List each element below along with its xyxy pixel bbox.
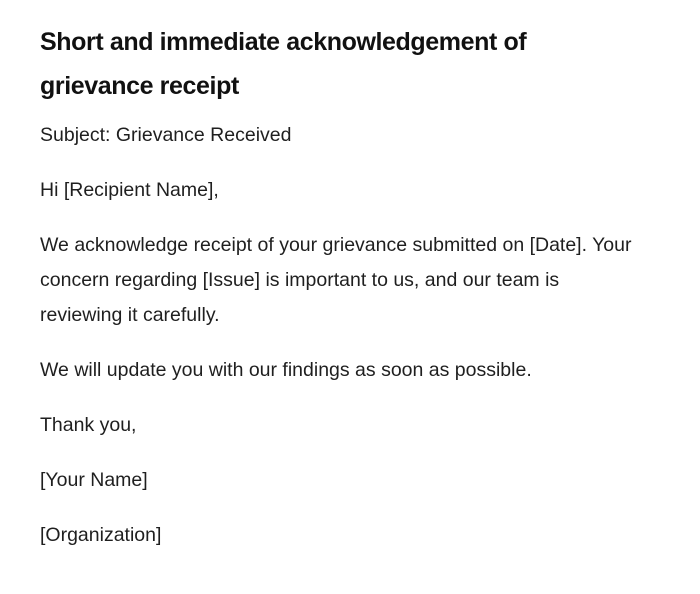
subject-line: Subject: Grievance Received	[40, 124, 292, 146]
signature-organization: [Organization]	[40, 524, 162, 546]
body-paragraph-update: We will update you with our findings as soon as possible.	[40, 359, 532, 381]
body-paragraph-acknowledgement: We acknowledge receipt of your grievance submitted on [Date]. Your concern regarding [Issue] is important to us, and our team is reviewing it carefully.	[40, 234, 632, 326]
greeting: Hi [Recipient Name],	[40, 179, 219, 201]
closing-line: Thank you,	[40, 414, 137, 436]
signature-name: [Your Name]	[40, 469, 148, 491]
document-title: Short and immediate acknowledgement of grievance receipt	[40, 28, 527, 100]
